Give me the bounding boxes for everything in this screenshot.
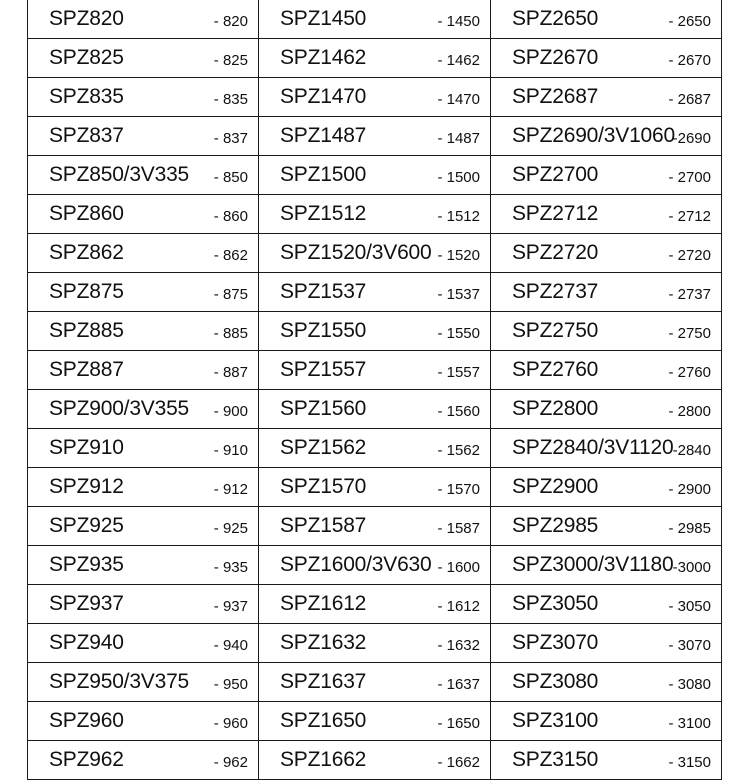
belt-length: - 860 [213,207,248,225]
table-row [28,0,722,39]
table-row [28,663,722,702]
table-cell [491,195,722,234]
belt-size-table-body [28,0,722,780]
table-cell [491,468,722,507]
belt-model: SPZ1560 [280,397,367,420]
belt-model: SPZ1487 [280,124,367,147]
table-cell [259,702,491,741]
table-cell [259,663,491,702]
belt-length: - 1462 [437,51,480,69]
table-cell [491,702,722,741]
belt-model: SPZ2650 [512,7,599,30]
belt-model: SPZ960 [49,709,124,732]
belt-length: -2690 [672,129,711,147]
table-cell [491,0,722,39]
belt-model: SPZ962 [49,748,124,771]
belt-model: SPZ1562 [280,436,367,459]
table-cell [259,195,491,234]
belt-model: SPZ2760 [512,358,599,381]
table-cell [28,273,259,312]
belt-length: - 885 [213,324,248,342]
table-cell [28,390,259,429]
belt-length: - 1560 [437,402,480,420]
belt-model: SPZ912 [49,475,124,498]
belt-model: SPZ1557 [280,358,367,381]
table-cell [28,507,259,546]
table-cell [491,117,722,156]
table-cell [491,39,722,78]
belt-length: - 887 [213,363,248,381]
table-cell [259,741,491,780]
belt-model: SPZ935 [49,553,124,576]
belt-length: - 850 [213,168,248,186]
belt-model: SPZ925 [49,514,124,537]
belt-model: SPZ835 [49,85,124,108]
table-cell [28,741,259,780]
belt-length: - 1562 [437,441,480,459]
belt-model: SPZ3100 [512,709,599,732]
table-cell [28,468,259,507]
table-cell [491,156,722,195]
belt-length: - 940 [213,636,248,654]
belt-length: - 950 [213,675,248,693]
belt-length: - 3150 [668,753,711,771]
table-cell [28,663,259,702]
belt-length: - 2670 [668,51,711,69]
belt-model: SPZ1520/3V600 [280,241,432,264]
table-cell [259,117,491,156]
belt-length: - 900 [213,402,248,420]
belt-length: - 1650 [437,714,480,732]
belt-length: - 960 [213,714,248,732]
table-cell [28,546,259,585]
table-row [28,273,722,312]
belt-model: SPZ1470 [280,85,367,108]
table-cell [28,39,259,78]
belt-length: - 3070 [668,636,711,654]
table-cell [491,234,722,273]
table-cell [28,78,259,117]
belt-length: - 3080 [668,675,711,693]
belt-model: SPZ885 [49,319,124,342]
belt-model: SPZ1537 [280,280,367,303]
table-cell [491,390,722,429]
table-cell [259,312,491,351]
belt-model: SPZ940 [49,631,124,654]
belt-length: - 962 [213,753,248,771]
table-cell [259,78,491,117]
table-cell [28,585,259,624]
belt-model: SPZ3000/3V1180 [512,553,674,576]
belt-model: SPZ2687 [512,85,599,108]
belt-length: - 835 [213,90,248,108]
table-cell [259,156,491,195]
table-cell [259,429,491,468]
belt-model: SPZ875 [49,280,124,303]
belt-model: SPZ1570 [280,475,367,498]
table-cell [259,390,491,429]
table-cell [491,429,722,468]
belt-length: - 2650 [668,12,711,30]
table-cell [259,585,491,624]
belt-model: SPZ1462 [280,46,367,69]
belt-model: SPZ1632 [280,631,367,654]
belt-model: SPZ825 [49,46,124,69]
table-cell [28,234,259,273]
belt-length: - 3050 [668,597,711,615]
belt-model: SPZ3050 [512,592,599,615]
table-row [28,507,722,546]
belt-length: - 1520 [437,246,480,264]
belt-length: - 875 [213,285,248,303]
table-row [28,234,722,273]
belt-model: SPZ2800 [512,397,599,420]
table-cell [28,156,259,195]
belt-length: - 820 [213,12,248,30]
belt-model: SPZ937 [49,592,124,615]
table-cell [28,429,259,468]
table-cell [259,234,491,273]
table-cell [491,624,722,663]
belt-length: - 2985 [668,519,711,537]
belt-length: - 2800 [668,402,711,420]
belt-model: SPZ2985 [512,514,599,537]
table-cell [259,0,491,39]
belt-model: SPZ2670 [512,46,599,69]
table-cell [28,624,259,663]
belt-length: - 1600 [437,558,480,576]
table-cell [28,195,259,234]
table-row [28,78,722,117]
belt-length: - 1512 [437,207,480,225]
belt-length: -2840 [672,441,711,459]
belt-length: - 2700 [668,168,711,186]
table-cell [259,624,491,663]
belt-length: - 2760 [668,363,711,381]
table-cell [259,546,491,585]
belt-length: - 912 [213,480,248,498]
belt-length: - 2900 [668,480,711,498]
belt-length: - 1612 [437,597,480,615]
belt-model: SPZ860 [49,202,124,225]
table-cell [28,702,259,741]
belt-length: -3000 [672,558,711,576]
belt-length: - 837 [213,129,248,147]
table-cell [259,468,491,507]
belt-model: SPZ1450 [280,7,367,30]
table-cell [259,507,491,546]
table-row [28,351,722,390]
belt-length: - 2720 [668,246,711,264]
belt-length: - 2737 [668,285,711,303]
belt-model: SPZ837 [49,124,124,147]
table-row [28,312,722,351]
belt-model: SPZ850/3V335 [49,163,190,186]
table-row [28,468,722,507]
table-row [28,741,722,780]
belt-model: SPZ3080 [512,670,599,693]
belt-model: SPZ1587 [280,514,367,537]
belt-length: - 1470 [437,90,480,108]
belt-length: - 2750 [668,324,711,342]
belt-model: SPZ1662 [280,748,367,771]
belt-length: - 937 [213,597,248,615]
belt-model: SPZ1550 [280,319,367,342]
table-row [28,39,722,78]
belt-model: SPZ1612 [280,592,367,615]
table-cell [491,273,722,312]
table-cell [259,39,491,78]
belt-length: - 2687 [668,90,711,108]
belt-model: SPZ862 [49,241,124,264]
table-row [28,702,722,741]
belt-length: - 910 [213,441,248,459]
belt-model: SPZ1512 [280,202,367,225]
belt-model: SPZ2720 [512,241,599,264]
table-row [28,390,722,429]
belt-model: SPZ2712 [512,202,599,225]
belt-length: - 1550 [437,324,480,342]
belt-model: SPZ3150 [512,748,599,771]
belt-length: - 1450 [437,12,480,30]
table-cell [491,585,722,624]
belt-model: SPZ820 [49,7,124,30]
table-cell [491,507,722,546]
belt-length: - 825 [213,51,248,69]
belt-length: - 862 [213,246,248,264]
belt-model: SPZ2900 [512,475,599,498]
belt-model: SPZ900/3V355 [49,397,190,420]
belt-length: - 1500 [437,168,480,186]
belt-length: - 1487 [437,129,480,147]
table-cell [28,312,259,351]
belt-model: SPZ1500 [280,163,367,186]
belt-model: SPZ887 [49,358,124,381]
table-cell [491,741,722,780]
belt-model: SPZ2690/3V1060 [512,124,675,147]
belt-model: SPZ2700 [512,163,599,186]
table-cell [491,663,722,702]
belt-length: - 1557 [437,363,480,381]
belt-model: SPZ1637 [280,670,367,693]
table-cell [491,546,722,585]
belt-model: SPZ1650 [280,709,367,732]
table-cell [259,273,491,312]
belt-length: - 1570 [437,480,480,498]
table-row [28,585,722,624]
belt-length: - 1537 [437,285,480,303]
table-row [28,156,722,195]
belt-model: SPZ910 [49,436,124,459]
belt-length: - 935 [213,558,248,576]
table-row [28,117,722,156]
belt-length: - 925 [213,519,248,537]
belt-size-table [27,0,722,780]
table-cell [28,0,259,39]
belt-length: - 1587 [437,519,480,537]
table-row [28,546,722,585]
belt-length: - 1662 [437,753,480,771]
table-row [28,195,722,234]
belt-model: SPZ3070 [512,631,599,654]
table-cell [491,78,722,117]
table-row [28,624,722,663]
table-row [28,429,722,468]
belt-model: SPZ1600/3V630 [280,553,432,576]
belt-length: - 1637 [437,675,480,693]
table-cell [491,351,722,390]
table-cell [28,351,259,390]
table-cell [28,117,259,156]
belt-model: SPZ2737 [512,280,599,303]
table-cell [259,351,491,390]
belt-model: SPZ2840/3V1120 [512,436,674,459]
belt-model: SPZ950/3V375 [49,670,190,693]
belt-length: - 3100 [668,714,711,732]
belt-length: - 2712 [668,207,711,225]
table-cell [491,312,722,351]
belt-length: - 1632 [437,636,480,654]
belt-model: SPZ2750 [512,319,599,342]
